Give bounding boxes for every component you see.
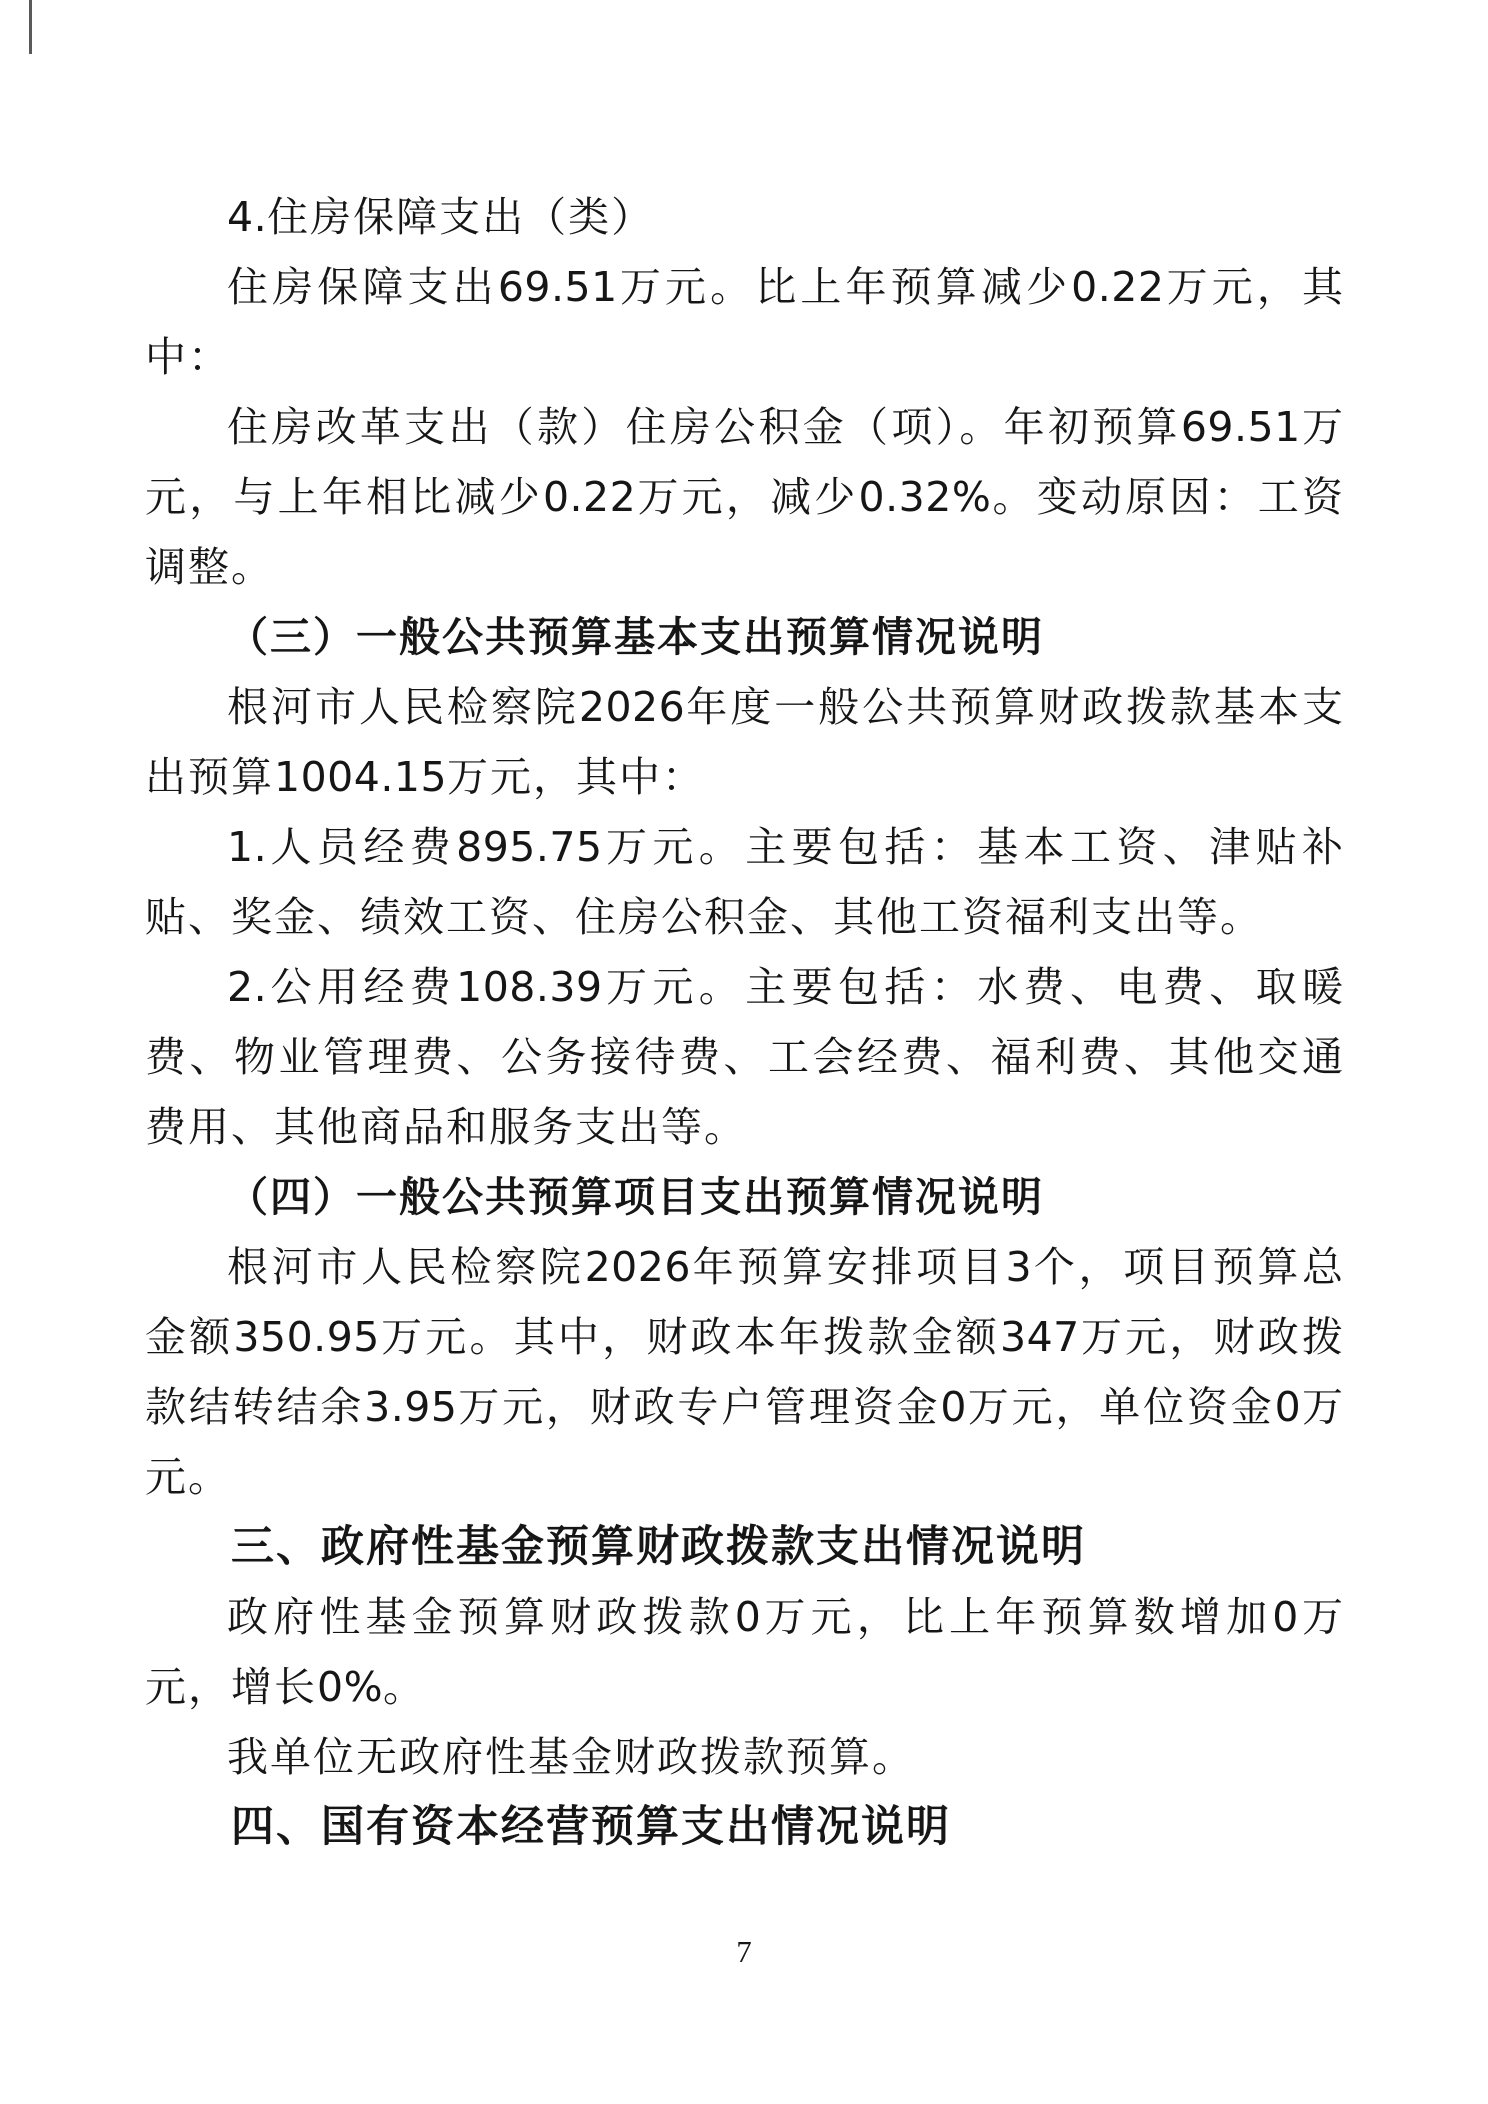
page-number: 7 [736, 1934, 752, 1969]
list-item-2-public-funds: 2.公用经费108.39万元。主要包括：水费、电费、取暖费、物业管理费、公务接待费、工会经费、福利费、其他交通费用、其他商品和服务支出等。 [145, 963, 1346, 1150]
heading-section-4-project-expenditure: （四）一般公共预算项目支出预算情况说明 [227, 1174, 1044, 1220]
document-content [145, 182, 1345, 1862]
list-item-4-housing-expenditure: 4.住房保障支出（类） [227, 193, 655, 241]
heading-section-3-basic-expenditure: （三）一般公共预算基本支出预算情况说明 [227, 614, 1044, 660]
heading-major-4-state-capital: 四、国有资本经营预算支出情况说明 [231, 1803, 951, 1851]
scan-artifact-line [29, 0, 32, 54]
para-basic-expenditure-intro: 根河市人民检察院2026年度一般公共预算财政拨款基本支出预算1004.15万元，其中： [145, 683, 1346, 801]
para-housing-reform-detail: 住房改革支出（款）住房公积金（项）。年初预算69.51万元，与上年相比减少0.22万元，减少0.32%。变动原因：工资调整。 [145, 403, 1346, 590]
para-project-expenditure-detail: 根河市人民检察院2026年预算安排项目3个，项目预算总金额350.95万元。其中，财政本年拨款金额347万元，财政拨款结转结余3.95万元，财政专户管理资金0万元，单位资金0万元。 [145, 1243, 1346, 1500]
para-no-gov-fund: 我单位无政府性基金财政拨款预算。 [227, 1734, 915, 1780]
para-gov-fund-detail: 政府性基金预算财政拨款0万元，比上年预算数增加0万元，增长0%。 [145, 1593, 1346, 1711]
list-item-1-personnel-funds: 1.人员经费895.75万元。主要包括：基本工资、津贴补贴、奖金、绩效工资、住房公积金、其他工资福利支出等。 [145, 823, 1346, 940]
heading-major-3-gov-fund-budget: 三、政府性基金预算财政拨款支出情况说明 [231, 1523, 1086, 1571]
para-housing-expenditure-detail: 住房保障支出69.51万元。比上年预算减少0.22万元，其中： [145, 263, 1346, 380]
